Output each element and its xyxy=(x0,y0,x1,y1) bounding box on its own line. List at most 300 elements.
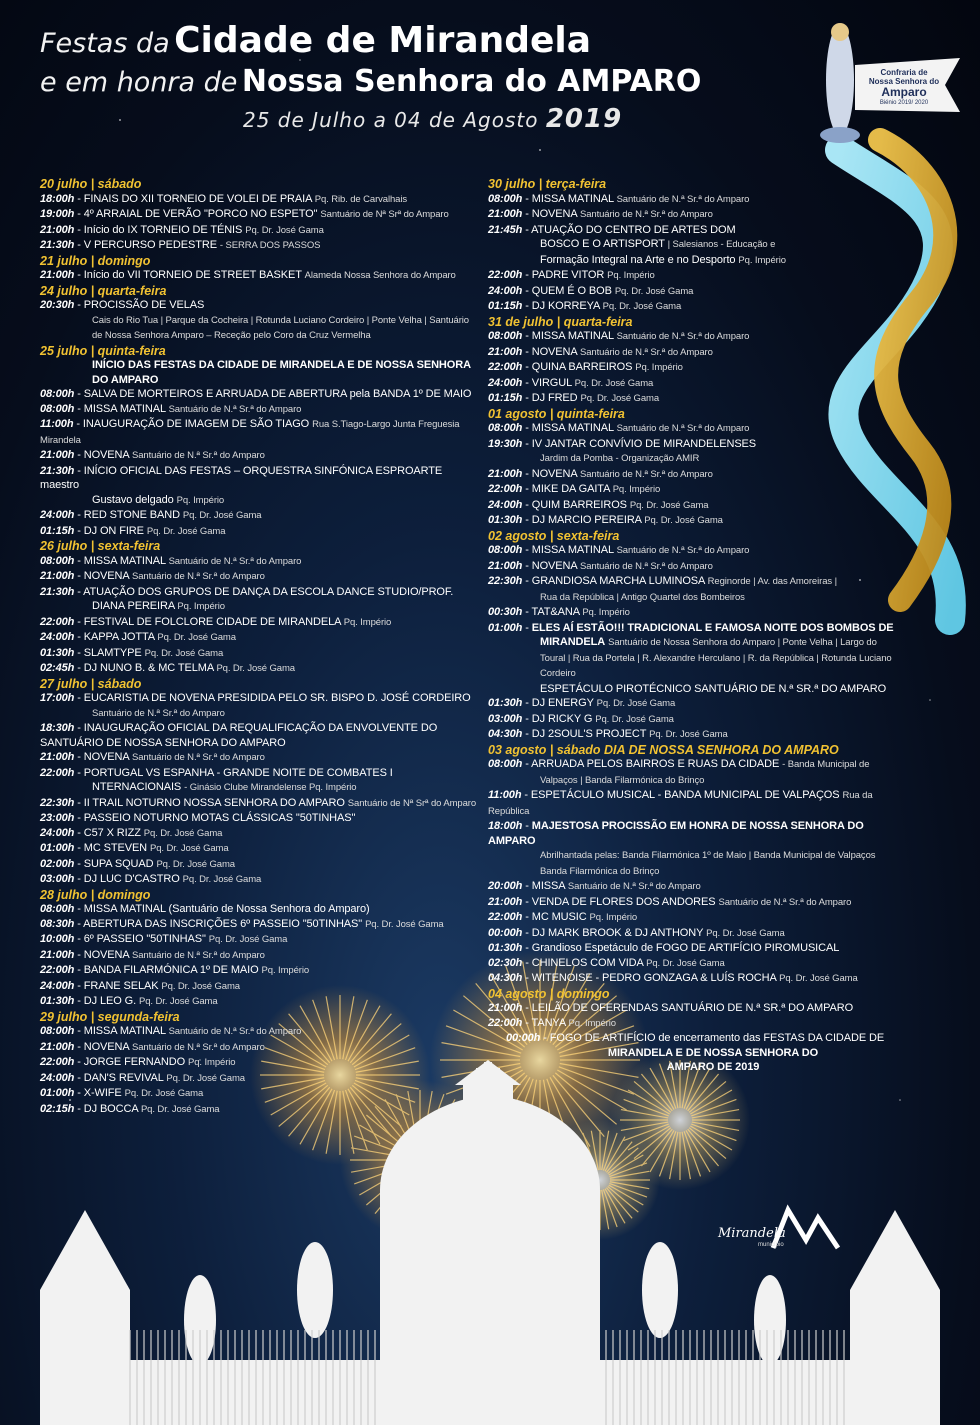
event-time: 01:15h xyxy=(488,300,523,312)
time-separator: - xyxy=(522,1002,532,1014)
event-time: 22:00h xyxy=(40,1056,75,1068)
event-row xyxy=(40,630,480,646)
event-name: DJ KORREYA xyxy=(531,300,600,312)
event-time: 21:00h xyxy=(40,269,75,281)
event-row xyxy=(40,917,480,933)
event-location: Rua da República | Antigo Quartel dos Bombeiros xyxy=(540,591,745,603)
event-row xyxy=(40,464,480,493)
event-location: Pq. Dr. José Gama xyxy=(156,858,235,870)
event-location: Santuário de N.ª Sr.ª do Amparo xyxy=(168,555,302,567)
time-separator: - xyxy=(522,330,532,342)
event-row xyxy=(40,192,480,208)
event-name: Início do VII TORNEIO DE STREET BASKET xyxy=(83,269,302,281)
event-location: Pq. Dr. José Gama xyxy=(365,918,444,930)
event-row xyxy=(40,493,480,509)
event-row xyxy=(40,691,480,706)
event-location: Pq. Dr. José Gama xyxy=(644,515,723,526)
event-name: FOGO DE ARTIFÍCIO de encerramento das FESTAS DA CIDADE DE xyxy=(549,1032,885,1044)
event-row xyxy=(488,848,898,864)
event-row xyxy=(488,651,898,682)
event-time: 19:30h xyxy=(488,437,523,450)
time-separator: - xyxy=(522,208,532,220)
event-time: 02:00h xyxy=(40,857,75,870)
event-row xyxy=(40,448,480,464)
time-separator: - xyxy=(522,192,532,205)
time-separator: - xyxy=(74,464,84,477)
event-name: DJ 2SOUL'S PROJECT xyxy=(531,728,647,740)
event-location: - Banda Municipal de xyxy=(782,759,870,770)
time-separator: - xyxy=(74,917,84,930)
time-separator: - xyxy=(74,979,84,992)
event-name: NOVENA xyxy=(83,1040,129,1053)
event-row xyxy=(488,299,898,315)
event-name: NOVENA xyxy=(531,208,577,220)
event-location: Pq. Império xyxy=(568,1017,616,1029)
time-separator: - xyxy=(74,826,84,839)
event-row xyxy=(40,646,480,662)
event-time: 22:00h xyxy=(488,269,523,281)
event-name: JORGE FERNANDO xyxy=(83,1056,186,1068)
event-time: 23:00h xyxy=(40,812,75,824)
time-separator: - xyxy=(74,1071,84,1084)
event-location: Pq. Dr. José Gama xyxy=(614,285,694,297)
event-time: 01:00h xyxy=(40,842,75,854)
event-row xyxy=(488,1016,898,1032)
event-row xyxy=(40,857,480,873)
event-location: Pq. Dr. José Gama xyxy=(649,729,728,740)
event-name: MISSA MATINAL xyxy=(83,1025,166,1037)
event-location: Santuário de N.ª Sr.ª do Amparo xyxy=(616,545,750,556)
event-name: INÍCIO OFICIAL DAS FESTAS – ORQUESTRA SINFÓNICA ESPROARTE maestro xyxy=(40,464,443,491)
event-row xyxy=(488,451,898,467)
time-separator: - xyxy=(74,1025,84,1037)
event-row xyxy=(40,736,480,751)
day-heading: 28 julho | domingo xyxy=(40,887,151,902)
time-separator: - xyxy=(522,392,532,404)
event-name: NOVENA xyxy=(531,345,577,358)
event-row xyxy=(488,237,898,253)
event-row xyxy=(40,796,480,812)
day-heading: 31 de julho | quarta-feira xyxy=(488,314,633,329)
event-location: Pq. Dr. José Gama xyxy=(182,874,262,885)
event-location: Santuário de N.ª Sr.ª do Amparo xyxy=(131,571,265,582)
time-separator: - xyxy=(522,956,532,969)
event-name: PASSEIO NOTURNO MOTAS CLÁSSICAS "50TINHAS" xyxy=(83,812,356,824)
event-name: MAJESTOSA PROCISSÃO EM HONRA DE NOSSA SENHORA DO AMPARO xyxy=(488,820,864,847)
event-time: 08:00h xyxy=(488,544,523,556)
event-name: GRANDIOSA MARCHA LUMINOSA xyxy=(531,575,705,587)
day-heading: 01 agosto | quinta-feira xyxy=(488,406,625,421)
time-separator: - xyxy=(522,712,532,725)
event-time: 21:00h xyxy=(40,449,75,461)
day-heading: 02 agosto | sexta-feira xyxy=(488,528,620,543)
event-row xyxy=(40,826,480,842)
event-row xyxy=(488,1060,898,1075)
event-time: 21:30h xyxy=(40,585,75,598)
event-time: 22:00h xyxy=(488,483,523,495)
event-location: Santuário de N.ª Sr.ª do Amparo xyxy=(579,209,713,220)
event-time: 21:30h xyxy=(40,239,75,251)
event-name: ABERTURA DAS INSCRIÇÕES 6º PASSEIO "50TINHAS" xyxy=(83,917,363,930)
event-time: 21:30h xyxy=(40,464,75,477)
event-name: RED STONE BAND xyxy=(83,509,180,521)
time-separator: - xyxy=(74,554,84,567)
time-separator: - xyxy=(74,615,84,628)
event-name: MISSA MATINAL xyxy=(531,544,614,556)
event-location: Santuário de N.ª Sr.ª do Amparo xyxy=(616,331,750,342)
event-name: INAUGURAÇÃO OFICIAL DA REQUALIFICAÇÃO DA ENVOLVENTE DO xyxy=(83,722,438,734)
title-prefix-2: e em honra de xyxy=(40,67,238,98)
event-name: Grandioso Espetáculo de FOGO DE ARTIFÍCIO PIROMUSICAL xyxy=(531,942,840,954)
event-name: VENDA DE FLORES DOS ANDORES xyxy=(531,895,716,908)
event-time: 02:15h xyxy=(40,1102,75,1115)
event-name: INAUGURAÇÃO DE IMAGEM DE SÃO TIAGO xyxy=(82,418,310,430)
event-row xyxy=(488,543,898,559)
event-row xyxy=(488,1031,898,1046)
time-separator: - xyxy=(522,926,532,939)
day-heading: 29 julho | segunda-feira xyxy=(40,1009,180,1024)
event-location: Pq. Império xyxy=(738,254,786,266)
event-name: KAPPA JOTTA xyxy=(83,631,155,643)
event-row xyxy=(488,682,898,697)
event-row xyxy=(40,585,480,600)
logo-text: Mirandela xyxy=(718,1226,786,1241)
badge-line-4: Biénio 2019/ 2020 xyxy=(879,100,929,106)
event-row xyxy=(40,1086,480,1102)
event-name: BOSCO E O ARTISPORT xyxy=(540,238,665,250)
event-row xyxy=(488,712,898,728)
event-row xyxy=(488,391,898,407)
badge-line-3: Amparo xyxy=(881,85,927,99)
time-separator: - xyxy=(74,509,84,521)
event-time: 20:30h xyxy=(40,299,75,311)
event-row xyxy=(488,284,898,300)
event-time: 21:00h xyxy=(40,570,75,582)
event-row xyxy=(40,1102,480,1118)
time-separator: - xyxy=(522,621,532,634)
event-location: Pq. Dr. José Gama xyxy=(161,980,240,992)
event-location: Pq. Dr. José Gama xyxy=(182,510,262,521)
event-row xyxy=(488,788,898,819)
event-name: FRANE SELAK xyxy=(83,979,159,992)
event-location: | Salesianos - Educação e xyxy=(667,239,776,250)
event-location: Santuário de N.ª Sr.ª do Amparo xyxy=(579,560,713,572)
event-name: MISSA MATINAL xyxy=(531,192,614,205)
time-separator: - xyxy=(74,933,84,945)
event-row xyxy=(40,1071,480,1087)
event-row xyxy=(40,750,480,766)
time-separator: - xyxy=(74,1087,84,1099)
event-time: 08:00h xyxy=(40,402,75,415)
time-separator: - xyxy=(74,722,84,734)
time-separator: - xyxy=(74,948,84,961)
event-name: QUINA BARREIROS xyxy=(531,361,633,373)
event-name: MISSA MATINAL xyxy=(83,402,166,415)
event-time: 19:00h xyxy=(40,208,75,220)
time-separator: - xyxy=(74,239,84,251)
event-row xyxy=(488,895,898,911)
event-name: Início do IX TORNEIO DE TÉNIS xyxy=(83,223,243,236)
event-name: MISSA MATINAL xyxy=(531,330,614,342)
event-name: DJ BOCCA xyxy=(83,1102,138,1115)
event-row xyxy=(40,207,480,223)
event-location: Santuário de N.ª Sr.ª do Amparo xyxy=(131,450,265,461)
event-time: 01:15h xyxy=(488,392,523,404)
event-location: Pq. Império xyxy=(612,484,661,495)
event-time: 21:00h xyxy=(488,559,523,572)
day-heading: 04 agosto | domingo xyxy=(488,986,610,1001)
event-row xyxy=(40,238,480,254)
time-separator: - xyxy=(74,388,84,400)
event-name: SLAMTYPE xyxy=(83,646,142,659)
event-row xyxy=(40,268,480,284)
event-name: MIRANDELA xyxy=(540,636,606,648)
event-row xyxy=(488,727,898,743)
event-row xyxy=(488,360,898,376)
event-time: 22:00h xyxy=(488,361,523,373)
program-right-column xyxy=(488,177,898,1075)
event-row xyxy=(488,437,898,452)
time-separator: - xyxy=(522,300,532,312)
event-time: 24:00h xyxy=(488,376,523,389)
event-time: 24:00h xyxy=(488,284,523,297)
event-time: 02:30h xyxy=(488,956,523,969)
event-location: Pq. Império xyxy=(582,607,630,618)
event-location: Santuário de N.ª Sr.ª do Amparo xyxy=(168,1026,302,1037)
event-location: Santuário de N.ª Sr.ª do Amparo xyxy=(131,752,265,763)
time-separator: - xyxy=(522,895,532,908)
time-separator: - xyxy=(74,903,84,915)
event-time: 03:00h xyxy=(40,873,75,885)
event-location: Alameda Nossa Senhora do Amparo xyxy=(304,270,456,281)
event-time: 21:00h xyxy=(488,345,523,358)
event-time: 18:00h xyxy=(40,192,75,205)
event-row xyxy=(40,963,480,979)
event-time: 03:00h xyxy=(488,712,523,725)
event-row xyxy=(488,574,898,590)
event-time: 00:00h xyxy=(506,1032,541,1044)
time-separator: - xyxy=(74,1056,84,1068)
time-separator: - xyxy=(522,728,532,740)
event-time: 24:00h xyxy=(488,498,523,511)
event-name: MISSA MATINAL (Santuário de Nossa Senhora do Amparo) xyxy=(83,903,370,915)
event-name: CHINELOS COM VIDA xyxy=(531,956,644,969)
event-name: EUCARISTIA DE NOVENA PRESIDIDA PELO SR. BISPO D. JOSÉ CORDEIRO xyxy=(83,692,471,704)
time-separator: - xyxy=(522,376,532,389)
time-separator: - xyxy=(74,1040,84,1053)
event-name: TAT&ANA xyxy=(531,606,580,618)
event-name: MISSA MATINAL xyxy=(531,422,614,434)
time-separator: - xyxy=(74,402,84,415)
event-row xyxy=(40,948,480,964)
event-location: Pq. Dr. José Gama xyxy=(646,957,725,969)
event-time: 08:30h xyxy=(40,917,75,930)
event-name: SUPA SQUAD xyxy=(83,857,154,870)
time-separator: - xyxy=(73,418,83,430)
day-heading: 03 agosto | sábado DIA DE NOSSA SENHORA DO AMPARO xyxy=(488,742,839,757)
event-row xyxy=(488,635,898,651)
day-heading: 25 julho | quinta-feira xyxy=(40,343,166,358)
event-time: 02:45h xyxy=(40,662,75,674)
day-heading: 24 julho | quarta-feira xyxy=(40,283,167,298)
event-row xyxy=(488,1046,898,1061)
event-row xyxy=(40,599,480,615)
event-location: Santuário de N.ª Sr.ª do Amparo xyxy=(579,346,713,358)
event-name: SANTUÁRIO DE NOSSA SENHORA DO AMPARO xyxy=(40,736,286,749)
event-time: 08:00h xyxy=(488,192,523,205)
event-row xyxy=(488,956,898,972)
event-location: Pq. Império xyxy=(607,270,655,281)
event-time: 08:00h xyxy=(488,330,523,342)
event-time: 01:15h xyxy=(40,524,75,537)
event-name: NTERNACIONAIS xyxy=(92,781,182,793)
event-row xyxy=(488,253,898,269)
event-row xyxy=(40,417,480,448)
time-separator: - xyxy=(522,820,532,832)
event-name: DJ ENERGY xyxy=(531,697,594,709)
event-time: 11:00h xyxy=(40,418,74,430)
event-time: 21:00h xyxy=(40,948,75,961)
time-separator: - xyxy=(522,422,532,434)
event-name: BANDA FILARMÓNICA 1º DE MAIO xyxy=(83,964,259,976)
event-row xyxy=(40,508,480,524)
event-time: 17:00h xyxy=(40,692,75,704)
event-row xyxy=(40,1024,480,1040)
event-row xyxy=(488,1001,898,1016)
time-separator: - xyxy=(74,269,84,281)
time-separator: - xyxy=(522,697,532,709)
event-name: NOVENA xyxy=(83,948,129,961)
event-location: Valpaços | Banda Filarmónica do Brinço xyxy=(540,774,705,786)
event-location: Pq. Dr. José Gama xyxy=(779,973,858,984)
event-location: Pq. Dr. José Gama xyxy=(602,301,682,312)
event-name: Formação Integral na Arte e no Desporto xyxy=(540,253,736,266)
event-row xyxy=(40,1040,480,1056)
event-location: Pq. Dr. José Gama xyxy=(140,1103,220,1115)
event-row xyxy=(488,498,898,514)
event-location: - SERRA DOS PASSOS xyxy=(219,240,321,251)
event-time: 22:00h xyxy=(40,964,75,976)
event-time: 18:30h xyxy=(40,722,75,734)
title-prefix: Festas da xyxy=(40,28,170,59)
event-name: ATUAÇÃO DO CENTRO DE ARTES DOM xyxy=(531,223,736,236)
day-heading: 30 julho | terça-feira xyxy=(488,177,607,191)
event-name: DJ MARCIO PEREIRA xyxy=(531,514,642,526)
event-time: 08:00h xyxy=(488,422,523,434)
day-heading: 27 julho | sábado xyxy=(40,676,142,691)
event-location: Pq. Dr. José Gama xyxy=(144,647,224,659)
event-row xyxy=(488,773,898,789)
event-location: Banda Filarmónica do Brinço xyxy=(540,865,660,877)
event-time: 08:00h xyxy=(40,554,75,567)
event-time: 04:30h xyxy=(488,728,523,740)
event-time: 24:00h xyxy=(40,1071,75,1084)
event-row xyxy=(40,841,480,857)
event-row xyxy=(488,513,898,529)
time-separator: - xyxy=(74,299,84,311)
event-location: Pq. Dr. José Gama xyxy=(595,713,674,725)
event-time: 21:00h xyxy=(40,751,75,763)
event-location: Pq. Rib. de Carvalhais xyxy=(314,193,408,205)
event-name: NOVENA xyxy=(83,570,129,582)
event-time: 01:00h xyxy=(40,1087,75,1099)
event-time: 10:00h xyxy=(40,933,75,945)
time-separator: - xyxy=(74,842,84,854)
event-location: Pq. Dr. José Gama xyxy=(124,1088,204,1099)
badge-line-2: Nossa Senhora do xyxy=(868,77,940,86)
event-name: QUEM É O BOB xyxy=(531,284,612,297)
event-name: PADRE VITOR xyxy=(531,269,605,281)
event-time: 01:30h xyxy=(488,514,523,526)
event-time: 18:00h xyxy=(488,820,523,832)
event-row xyxy=(40,932,480,948)
time-separator: - xyxy=(522,483,532,495)
event-location: Jardim da Pomba - Organização AMIR xyxy=(540,453,700,464)
event-location: Pq. Dr. José Gama xyxy=(157,632,236,643)
event-row xyxy=(488,223,898,238)
event-name: 4º ARRAIAL DE VERÃO "PORCO NO ESPETO" xyxy=(83,208,318,220)
event-name: DJ ON FIRE xyxy=(83,524,144,537)
time-separator: - xyxy=(74,692,84,704)
event-row xyxy=(40,223,480,239)
event-name: NOVENA xyxy=(531,467,577,480)
event-time: 22:30h xyxy=(40,796,75,809)
event-time: 22:00h xyxy=(40,615,75,628)
time-separator: - xyxy=(522,284,532,297)
time-separator: - xyxy=(74,873,84,885)
event-row xyxy=(488,864,898,880)
event-name: Gustavo delgado xyxy=(92,493,174,506)
event-location: Pq. Dr. José Gama xyxy=(216,663,295,674)
event-row xyxy=(488,345,898,361)
event-location: Pq. Dr. José Gama xyxy=(166,1072,245,1084)
confraria-badge xyxy=(815,10,965,150)
time-separator: - xyxy=(522,559,532,572)
event-row xyxy=(40,979,480,995)
event-location: Pq. Império xyxy=(188,1057,236,1068)
event-location: Santuário de N.ª Sr.ª do Amparo xyxy=(579,468,713,480)
event-name: X-WIFE xyxy=(83,1087,122,1099)
event-name: MC STEVEN xyxy=(83,842,148,854)
title-line-2 xyxy=(40,64,701,99)
event-name: MIKE DA GAITA xyxy=(531,483,610,495)
logo-sub: município xyxy=(758,1242,784,1248)
event-location: Pq. Império xyxy=(176,494,225,506)
event-row xyxy=(40,780,480,796)
event-name: NOVENA xyxy=(83,449,129,461)
event-row xyxy=(40,358,480,387)
event-name: PORTUGAL VS ESPANHA - GRANDE NOITE DE COMBATES I xyxy=(83,766,393,779)
event-row xyxy=(40,902,480,917)
time-separator: - xyxy=(74,995,84,1007)
event-row xyxy=(40,872,480,888)
time-separator: - xyxy=(522,880,532,892)
event-location: Rua S.Tiago-Largo Junta Freguesia Mirandela xyxy=(40,419,460,446)
event-location: Toural | Rua da Portela | R. Alexandre Herculano | R. da República | Rotunda Luciano Cordeiro xyxy=(540,652,892,679)
event-time: 01:30h xyxy=(488,697,523,709)
day-heading: 26 julho | sexta-feira xyxy=(40,539,161,553)
title-saint: Nossa Senhora do AMPARO xyxy=(241,64,702,99)
event-time: 22:00h xyxy=(40,766,75,779)
event-name: FESTIVAL DE FOLCLORE CIDADE DE MIRANDELA xyxy=(83,615,341,628)
event-row xyxy=(488,696,898,712)
event-time: 21:00h xyxy=(40,1040,75,1053)
event-row xyxy=(40,402,480,418)
event-row xyxy=(488,879,898,895)
time-separator: - xyxy=(74,812,84,824)
event-name: AMPARO DE 2019 xyxy=(666,1061,760,1073)
event-row xyxy=(488,621,898,636)
